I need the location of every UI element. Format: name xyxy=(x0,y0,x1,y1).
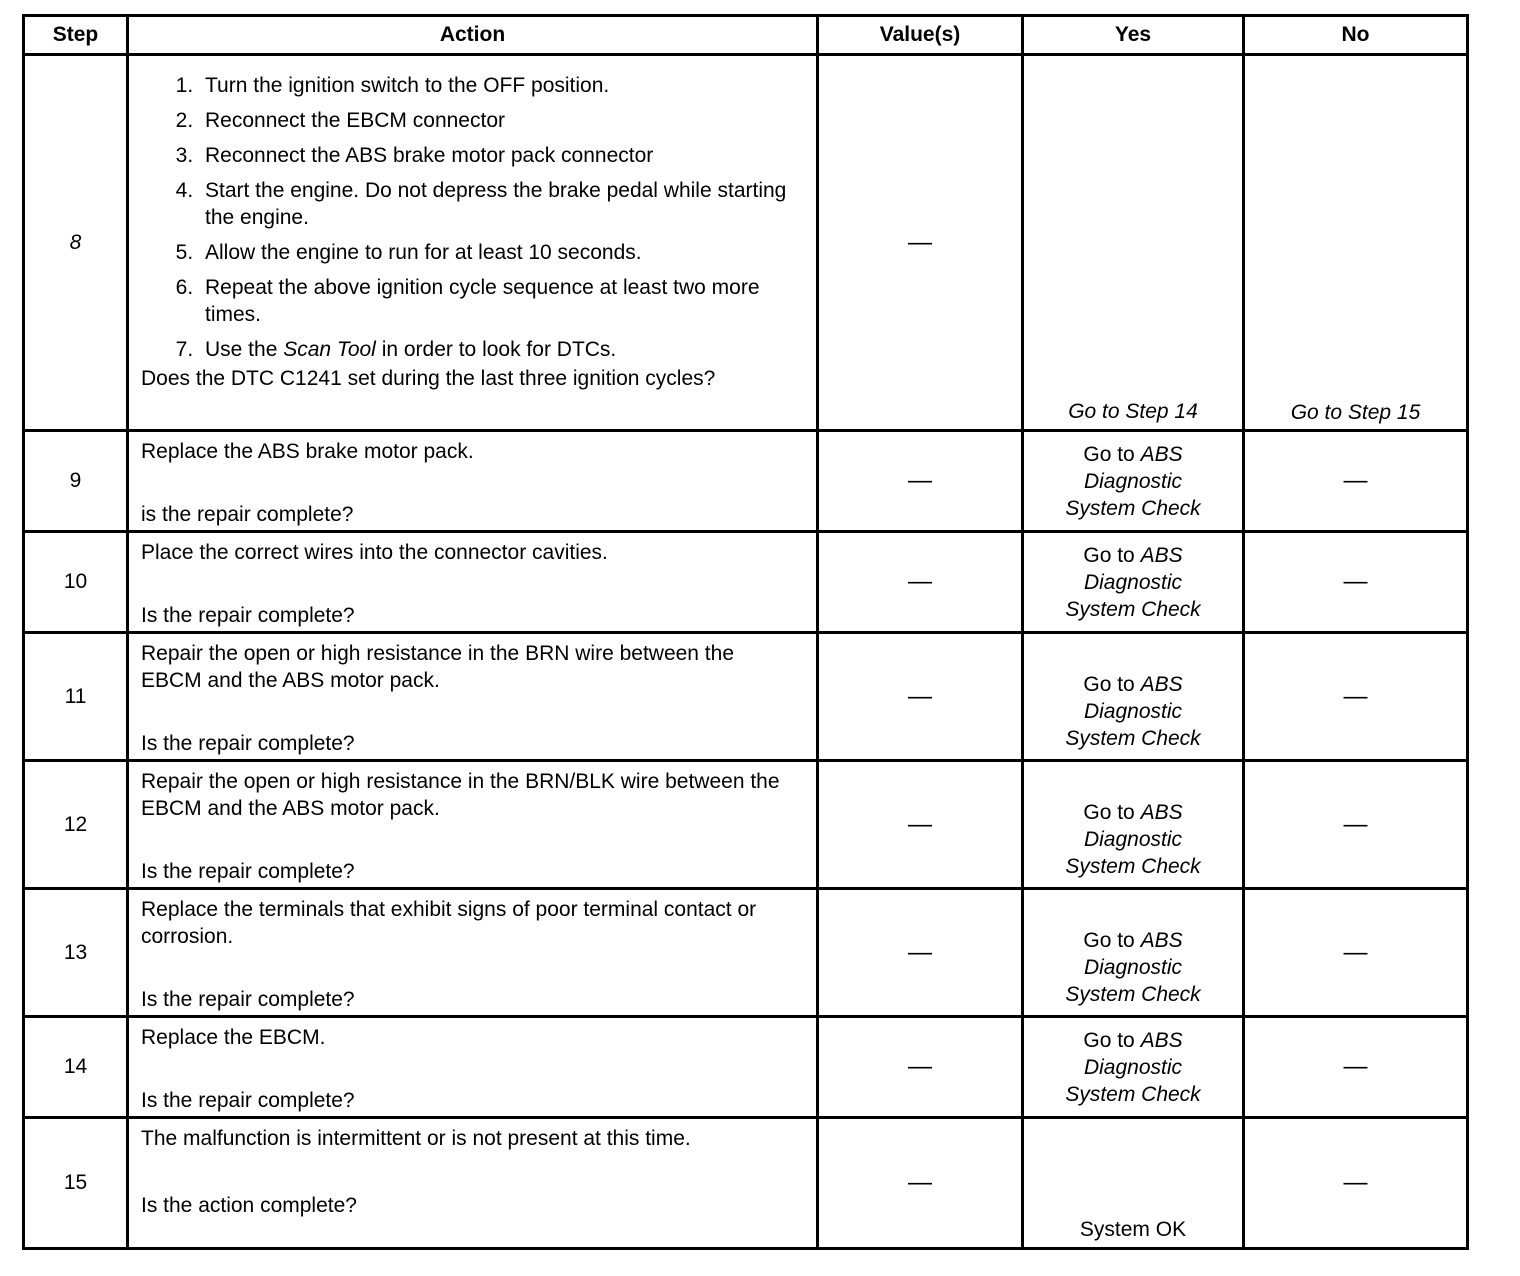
action-question: Is the repair complete? xyxy=(141,1089,355,1112)
yes-cell xyxy=(1023,761,1244,889)
values-cell: — xyxy=(818,633,1023,761)
table-row xyxy=(24,55,1468,431)
action-cell xyxy=(128,889,818,1017)
values-cell: — xyxy=(818,55,1023,431)
system-check-link-text: System Check xyxy=(1065,496,1201,520)
action-text: Repair the open or high resistance in the BRN wire between the EBCM and the ABS motor pack. xyxy=(141,642,735,692)
action-text: Replace the EBCM. xyxy=(141,1026,326,1049)
table-row xyxy=(24,761,1468,889)
diagnostic-link-text: Diagnostic xyxy=(1083,570,1183,594)
action-cell xyxy=(128,633,818,761)
step-number: 11 xyxy=(24,633,128,761)
action-question: Is the repair complete? xyxy=(141,988,355,1011)
header-row xyxy=(24,16,1468,55)
list-item: 2. Reconnect the EBCM connector xyxy=(199,107,806,134)
action-text: The malfunction is intermittent or is not present at this time. xyxy=(141,1127,691,1150)
action-cell xyxy=(128,55,818,431)
abs-link-text: ABS xyxy=(1140,801,1183,824)
step-number: 14 xyxy=(24,1017,128,1118)
action-cell xyxy=(128,1118,818,1249)
yes-cell xyxy=(1023,431,1244,532)
scan-tool-term: Scan Tool xyxy=(283,338,376,361)
header-action: Action xyxy=(128,16,818,55)
yes-cell: System OK xyxy=(1023,1118,1244,1249)
table-row xyxy=(24,633,1468,761)
values-cell: — xyxy=(818,1017,1023,1118)
header-step: Step xyxy=(24,16,128,55)
list-item: 5. Allow the engine to run for at least 10 seconds. xyxy=(199,239,806,266)
action-text: Replace the terminals that exhibit signs of poor terminal contact or corrosion. xyxy=(141,898,757,948)
values-cell: — xyxy=(818,532,1023,633)
list-item: 1. Turn the ignition switch to the OFF position. xyxy=(199,72,806,99)
no-cell: — xyxy=(1244,889,1468,1017)
yes-cell: Go to Step 14 xyxy=(1023,55,1244,431)
list-item: 6. Repeat the above ignition cycle sequence at least two more times. xyxy=(199,274,805,328)
go-to-text: Go to xyxy=(1083,1028,1135,1052)
step-number: 12 xyxy=(24,761,128,889)
list-item: 4. Start the engine. Do not depress the brake pedal while starting the engine. xyxy=(199,177,805,231)
abs-link-text: ABS xyxy=(1140,543,1183,567)
no-cell: Go to Step 15 xyxy=(1244,55,1468,431)
header-values: Value(s) xyxy=(818,16,1023,55)
no-cell: — xyxy=(1244,431,1468,532)
action-steps-list xyxy=(141,72,806,363)
step-number: 10 xyxy=(24,532,128,633)
step-number: 9 xyxy=(24,431,128,532)
action-question: Does the DTC C1241 set during the last three ignition cycles? xyxy=(141,367,716,390)
go-to-text: Go to xyxy=(1083,543,1135,567)
diagnostic-link-text: Diagnostic xyxy=(1083,469,1183,493)
list-item xyxy=(199,336,806,363)
diagnostic-link-text: Diagnostic xyxy=(1083,700,1183,723)
yes-cell xyxy=(1023,1017,1244,1118)
action-text: Repair the open or high resistance in the BRN/BLK wire between the EBCM and the ABS motor pack. xyxy=(141,770,780,820)
abs-link-text: ABS xyxy=(1140,1028,1183,1052)
no-cell: — xyxy=(1244,633,1468,761)
table-row xyxy=(24,532,1468,633)
item7-pre: Use the xyxy=(205,338,278,361)
action-cell xyxy=(128,1017,818,1118)
table-row xyxy=(24,889,1468,1017)
action-question: is the repair complete? xyxy=(141,503,354,526)
action-question: Is the repair complete? xyxy=(141,732,355,755)
values-cell: — xyxy=(818,889,1023,1017)
no-cell: — xyxy=(1244,1017,1468,1118)
system-check-link-text: System Check xyxy=(1065,855,1201,878)
diagnostic-table xyxy=(22,14,1469,1250)
go-to-text: Go to xyxy=(1083,801,1135,824)
abs-link-text: ABS xyxy=(1140,673,1183,696)
item7-post: in order to look for DTCs. xyxy=(381,338,617,361)
system-check-link-text: System Check xyxy=(1065,983,1201,1006)
action-question: Is the repair complete? xyxy=(141,860,355,883)
values-cell: — xyxy=(818,761,1023,889)
action-cell xyxy=(128,431,818,532)
action-question: Is the action complete? xyxy=(141,1194,357,1217)
go-to-text: Go to xyxy=(1083,929,1135,952)
step-number: 13 xyxy=(24,889,128,1017)
diagnostic-link-text: Diagnostic xyxy=(1083,828,1183,851)
diagnostic-link-text: Diagnostic xyxy=(1083,956,1183,979)
values-cell: — xyxy=(818,1118,1023,1249)
no-cell: — xyxy=(1244,1118,1468,1249)
yes-cell xyxy=(1023,889,1244,1017)
header-yes: Yes xyxy=(1023,16,1244,55)
list-item: 3. Reconnect the ABS brake motor pack connector xyxy=(199,142,806,169)
action-text: Replace the ABS brake motor pack. xyxy=(141,440,474,463)
diagnostic-link-text: Diagnostic xyxy=(1083,1055,1183,1079)
yes-cell xyxy=(1023,532,1244,633)
table-row xyxy=(24,1118,1468,1249)
go-to-text: Go to xyxy=(1083,442,1135,466)
yes-cell xyxy=(1023,633,1244,761)
action-question: Is the repair complete? xyxy=(141,604,355,627)
header-no: No xyxy=(1244,16,1468,55)
values-cell: — xyxy=(818,431,1023,532)
table-row xyxy=(24,431,1468,532)
step-number: 15 xyxy=(24,1118,128,1249)
no-cell: — xyxy=(1244,532,1468,633)
action-cell xyxy=(128,761,818,889)
abs-link-text: ABS xyxy=(1140,929,1183,952)
abs-link-text: ABS xyxy=(1140,442,1183,466)
step-number: 8 xyxy=(24,55,128,431)
no-cell: — xyxy=(1244,761,1468,889)
action-cell xyxy=(128,532,818,633)
table-row xyxy=(24,1017,1468,1118)
action-text: Place the correct wires into the connector cavities. xyxy=(141,541,608,564)
system-check-link-text: System Check xyxy=(1065,1082,1201,1106)
system-check-link-text: System Check xyxy=(1065,727,1201,750)
go-to-text: Go to xyxy=(1083,673,1135,696)
system-check-link-text: System Check xyxy=(1065,597,1201,621)
